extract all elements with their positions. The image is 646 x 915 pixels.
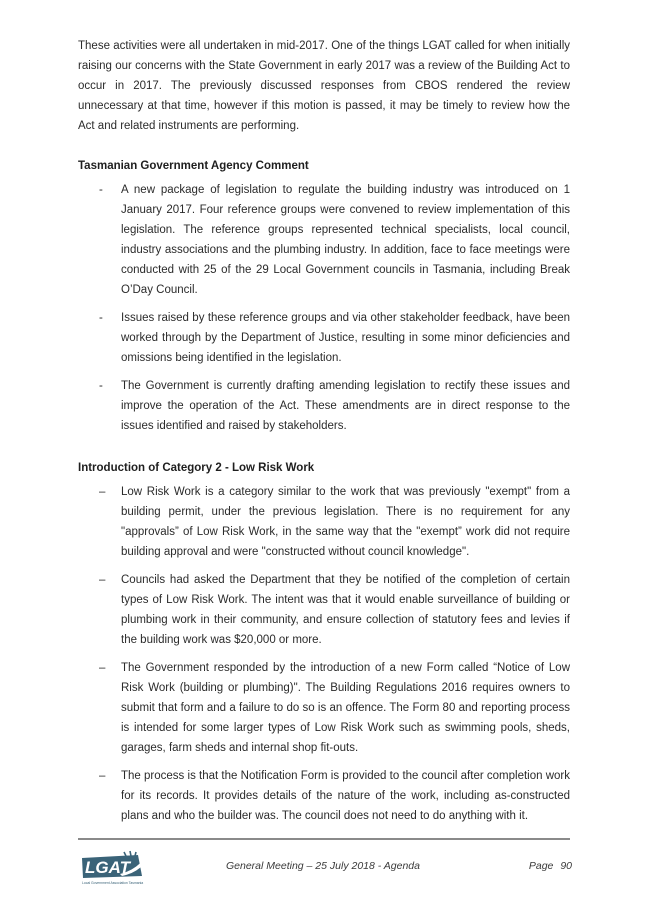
bullet-dash: – xyxy=(99,662,106,674)
bullet-item xyxy=(78,766,570,826)
bullet-text: A new package of legislation to regulate the building industry was introduced on 1 January 2017. Four reference groups were convened to review implementation of this legislation. The reference groups represented technical specialists, local council, industry associations and the plumbing industry. In addition, face to face meetings were conducted with 25 of the 29 Local Government councils in Tasmania, including Break O’Day Council. xyxy=(121,184,570,296)
bullet-item xyxy=(78,180,570,300)
footer-meeting-title: General Meeting – 25 July 2018 - Agenda xyxy=(226,860,420,872)
bullet-dash: - xyxy=(99,312,103,324)
bullet-dash: – xyxy=(99,574,106,586)
page-content xyxy=(78,36,570,848)
bullet-text: The Government is currently drafting amending legislation to rectify these issues and improve the operation of the Act. These amendments are in direct response to the issues identified and raised by stakeholders. xyxy=(121,380,570,432)
section-heading: Tasmanian Government Agency Comment xyxy=(78,160,309,172)
bullet-dash: – xyxy=(99,486,106,498)
lgat-logo xyxy=(80,850,150,894)
bullet-text: Low Risk Work is a category similar to the work that was previously "exempt" from a building permit, under the previous legislation. There is no requirement for any "approvals” of Low Risk Work, in the same way that the "exempt” work did not require building approval and were "constructed without council knowledge". xyxy=(121,486,570,558)
section-agency-comment xyxy=(78,156,570,436)
bullet-item xyxy=(78,308,570,368)
intro-paragraph: These activities were all undertaken in mid-2017. One of the things LGAT called for when initially raising our concerns with the State Government in early 2017 was a review of the Building Act to occur in 2017. The previously discussed responses from CBOS rendered the review unnecessary at that time, however if this motion is passed, it may be timely to review how the Act and related instruments are performing. xyxy=(78,40,570,132)
bullet-item xyxy=(78,570,570,650)
bullet-dash: - xyxy=(99,184,103,196)
bullet-item xyxy=(78,482,570,562)
section-heading: Introduction of Category 2 - Low Risk Work xyxy=(78,462,315,474)
bullet-item xyxy=(78,376,570,436)
footer-divider xyxy=(78,838,570,840)
bullet-text: The Government responded by the introduction of a new Form called “Notice of Low Risk Work (building or plumbing)". The Building Regulations 2016 requires owners to submit that form and a failure to do so is an offence. The Form 80 and reporting process is intended for some larger types of Low Risk Work such as swimming pools, sheds, garages, farm sheds and internal shop fit-outs. xyxy=(121,662,570,754)
bullet-text: Councils had asked the Department that they be notified of the completion of certain types of Low Risk Work. The intent was that it would enable surveillance of building or plumbing work in their community, and ensure collection of statutory fees and levies if the building work was $20,000 or more. xyxy=(121,574,570,646)
bullet-dash: – xyxy=(99,770,106,782)
footer-page-number: Page 90 xyxy=(528,860,572,872)
bullet-dash: - xyxy=(99,380,103,392)
bullet-text: Issues raised by these reference groups and via other stakeholder feedback, have been worked through by the Department of Justice, resulting in some minor deficiencies and omissions being identified in the legislation. xyxy=(121,312,570,364)
section-low-risk-work xyxy=(78,458,570,826)
bullet-text: The process is that the Notification Form is provided to the council after completion work for its records. It provides details of the nature of the work, including as-constructed plans and who the builder was. The council does not need to do anything with it. xyxy=(121,770,570,822)
lgat-logo-caption: Local Government Association Tasmania xyxy=(82,881,144,885)
bullet-item xyxy=(78,658,570,758)
lgat-logo-text: LGAT xyxy=(85,858,131,877)
